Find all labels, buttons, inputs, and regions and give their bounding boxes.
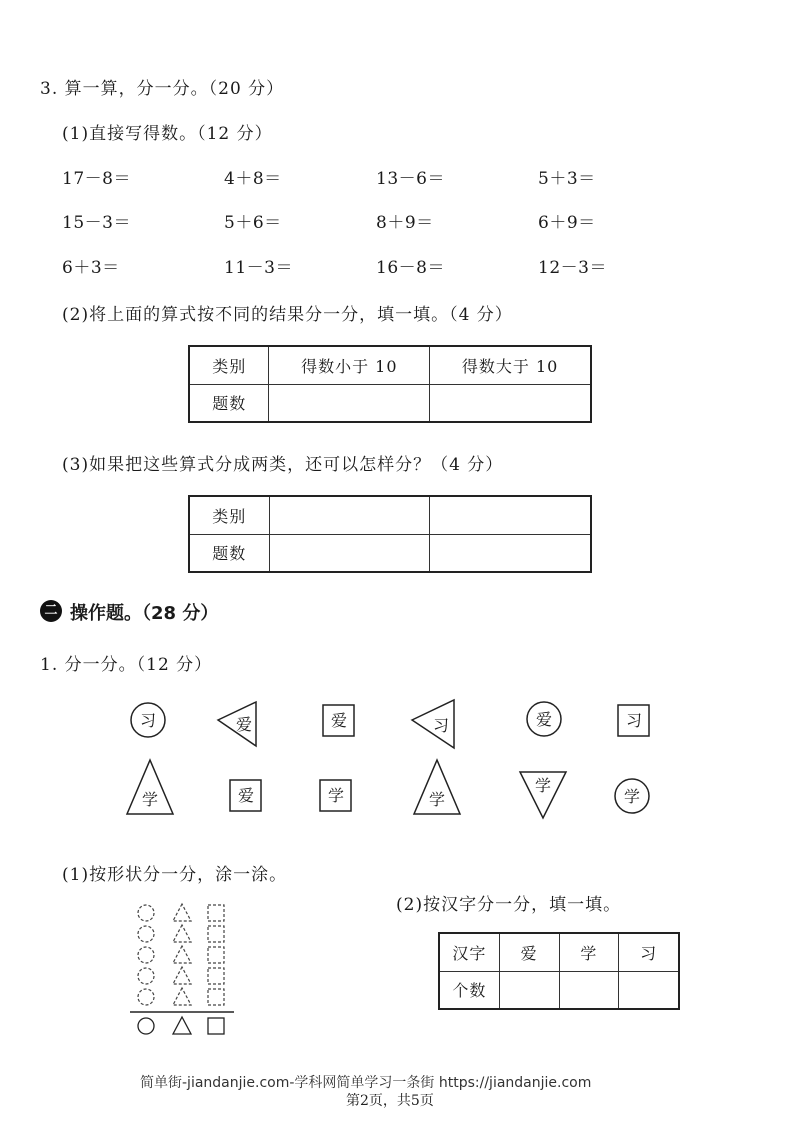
- table-cell: 类别: [189, 496, 269, 534]
- q1-heading: 1. 分一分。（12 分）: [40, 655, 213, 675]
- shapes-figure: [110, 688, 670, 828]
- equation: 15－3＝: [62, 213, 131, 233]
- q3-part2: (2)将上面的算式按不同的结果分一分，填一填。（4 分）: [62, 305, 513, 325]
- equation: 12－3＝: [538, 258, 607, 278]
- table-cell: 爱: [499, 933, 559, 971]
- equation: 16－8＝: [376, 258, 445, 278]
- shape-char: 习: [139, 711, 157, 730]
- footer-watermark: 简单街-jiandanjie.com-学科网简单学习一条街 https://jiandanjie.com: [140, 1075, 592, 1091]
- shape-char: 习: [432, 716, 450, 735]
- equation: 6＋9＝: [538, 213, 596, 233]
- table-cell: 题数: [189, 384, 269, 422]
- q3-part1: (1)直接写得数。（12 分）: [62, 124, 273, 144]
- equation: 13－6＝: [376, 169, 445, 189]
- equation: 6＋3＝: [62, 258, 120, 278]
- table-cell: 习: [619, 933, 679, 971]
- result-category-table: [188, 345, 592, 423]
- section-heading: 操作题。（28 分）: [70, 603, 219, 624]
- answer-cell[interactable]: [269, 384, 430, 422]
- answer-cell[interactable]: [430, 534, 591, 572]
- character-count-table: [438, 932, 680, 1010]
- equation: 11－3＝: [224, 258, 293, 278]
- custom-category-table: [188, 495, 592, 573]
- shape-char: 学: [623, 787, 641, 806]
- table-cell: 得数大于 10: [430, 346, 591, 384]
- answer-cell[interactable]: [499, 971, 559, 1009]
- table-cell: 学: [559, 933, 619, 971]
- shape-char: 爱: [535, 710, 553, 729]
- answer-cell[interactable]: [430, 384, 591, 422]
- equation: 5＋6＝: [224, 213, 282, 233]
- table-cell: 汉字: [439, 933, 499, 971]
- q1-part1: (1)按形状分一分，涂一涂。: [62, 865, 288, 885]
- shape-coloring-chart[interactable]: [128, 900, 238, 1040]
- page-indicator: 第2页，共5页: [346, 1093, 434, 1109]
- answer-cell[interactable]: [430, 496, 591, 534]
- equation: 5＋3＝: [538, 169, 596, 189]
- shape-char: 爱: [330, 711, 348, 730]
- q3-part3: (3)如果把这些算式分成两类，还可以怎样分？（4 分）: [62, 455, 504, 475]
- table-cell: 类别: [189, 346, 269, 384]
- equation: 8＋9＝: [376, 213, 434, 233]
- shape-char: 学: [141, 790, 159, 809]
- answer-cell[interactable]: [269, 534, 430, 572]
- shape-char: 学: [428, 790, 446, 809]
- table-cell: 题数: [189, 534, 269, 572]
- table-cell: 得数小于 10: [269, 346, 430, 384]
- answer-cell[interactable]: [559, 971, 619, 1009]
- q1-part2: (2)按汉字分一分，填一填。: [396, 895, 622, 915]
- shape-char: 习: [625, 711, 643, 730]
- answer-cell[interactable]: [269, 496, 430, 534]
- table-cell: 个数: [439, 971, 499, 1009]
- shape-char: 爱: [237, 786, 255, 805]
- equation: 4＋8＝: [224, 169, 282, 189]
- shape-char: 爱: [235, 715, 253, 734]
- shape-char: 学: [534, 776, 552, 795]
- section-number-badge: 二: [40, 600, 62, 622]
- shape-char: 学: [327, 786, 345, 805]
- q3-heading: 3. 算一算，分一分。（20 分）: [40, 79, 285, 99]
- equation: 17－8＝: [62, 169, 131, 189]
- answer-cell[interactable]: [619, 971, 679, 1009]
